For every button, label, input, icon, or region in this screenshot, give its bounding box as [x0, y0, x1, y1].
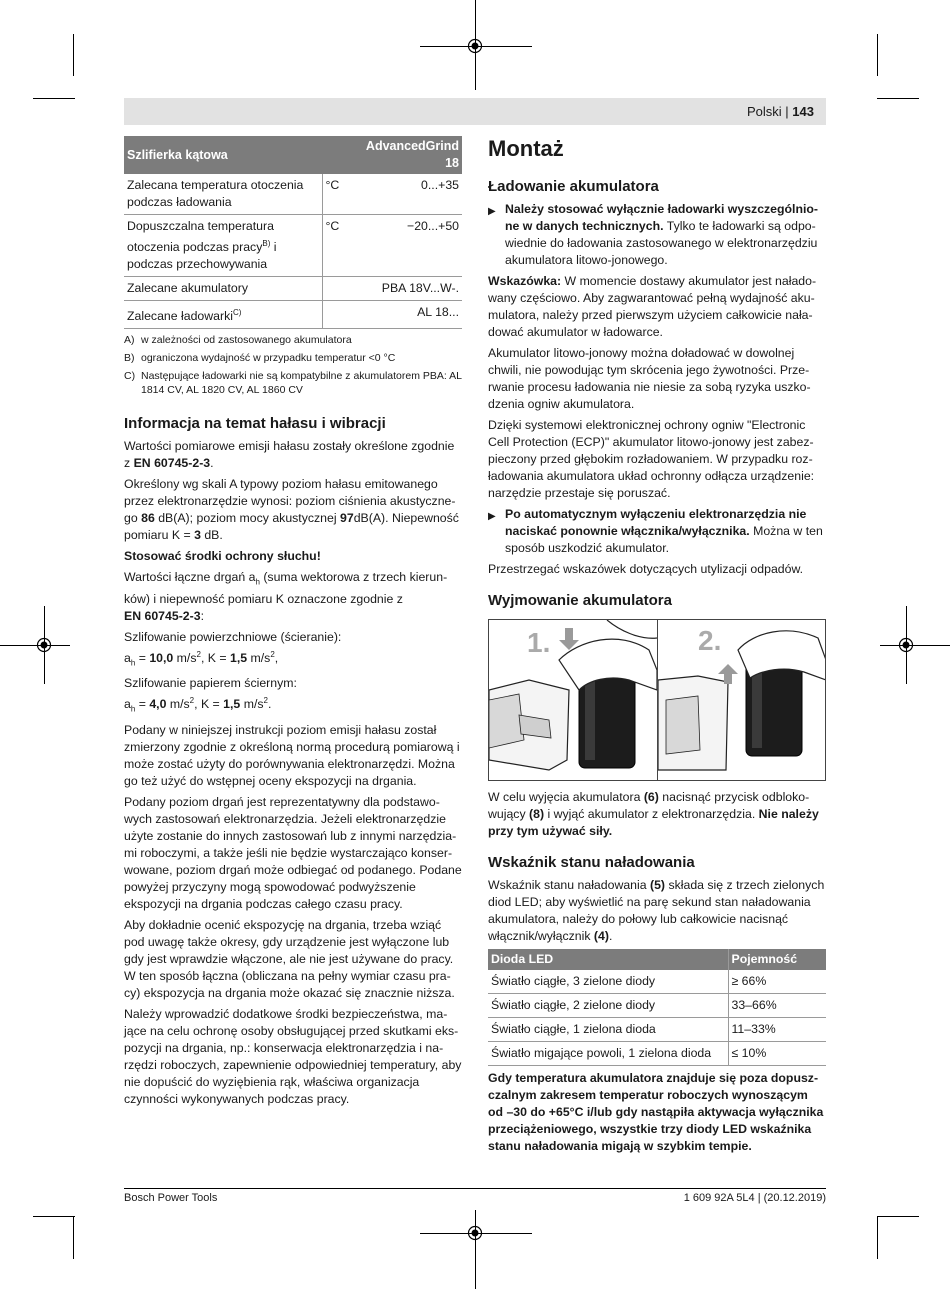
registration-mark-icon [36, 637, 52, 653]
spec-value: −20...+50 [352, 215, 462, 277]
spec-unit [322, 277, 352, 301]
table-row [124, 277, 462, 301]
crop-mark [877, 1217, 878, 1259]
body-paragraph: Dzięki systemowi elektronicznej ochrony ogniw "Electronic Cell Protection (ECP)" akumulator litowo-jonowy jest zabezpieczony przed głębokim rozładowaniem. W przypadku rozładowania akumulatora układ ochronny odłącza urządzenie: narzędzie przestaje się poruszać. [488, 418, 815, 500]
led-state: Światło migające powoli, 1 zielona dioda [488, 1042, 728, 1066]
battery-removal-figure [488, 619, 826, 781]
body-paragraph: Akumulator litowo-jonowy można doładować w dowolnej chwili, nie powodując tym skrócenia jego żywotności. Przerwanie procesu ładowania nie niesie za sobą ryzyka uszkodzenia ogniw akumulatora. [488, 346, 811, 411]
crop-mark [880, 645, 950, 646]
crop-mark [877, 98, 919, 99]
noise-paragraph: Podany w niniejszej instrukcji poziom emisji hałasu został zmierzony zgodnie z określoną normą procedurą pomiarową i może zostać użyty do porównywania elektronarzędzi. Można go też użyć do wstępnej oceny ekspozycji na drgania. [124, 722, 460, 788]
battery-press-illustration [489, 620, 657, 780]
led-state: Światło ciągłe, 2 zielone diody [488, 994, 728, 1018]
capacity-col-header: Pojemność [728, 949, 826, 970]
vibration-sanding: Szlifowanie papierem ściernym: $a_h = 4,0$ $m/s^2$, K = 1,5 $m/s^2$. [124, 676, 297, 714]
noise-paragraph: Wartości pomiarowe emisji hałasu zostały określone zgodnie z EN 60745-2-3. [124, 439, 455, 471]
hearing-protection-warning: Stosować środki ochrony słuchu! [124, 549, 321, 564]
registration-mark-icon [467, 38, 483, 54]
led-table-header [488, 949, 826, 970]
crop-mark [73, 34, 74, 76]
registration-mark-icon [898, 637, 914, 653]
list-item: ▶ Należy stosować wyłącznie ładowarki wyszczególnione w danych technicznych. Tylko te ładowarki są odpowiednie do ładowania zastosowanego w elektronarzędziu akumulatora litowo-jonowego. [488, 202, 819, 267]
section-title: Montaż [488, 136, 564, 161]
spec-value: PBA 18V...W-. [352, 277, 462, 301]
bullet-arrow-icon: ▶ [488, 511, 496, 522]
crop-mark [877, 1216, 919, 1217]
spec-col-header-product: Szlifierka kątowa [124, 136, 352, 174]
table-row [488, 1042, 826, 1066]
spec-table-header [124, 136, 462, 174]
header-separator: | [785, 104, 789, 119]
left-column [124, 136, 462, 1112]
footer-divider [124, 1188, 826, 1189]
spec-col-header-model: AdvancedGrind 18 [352, 136, 462, 174]
noise-heading: Informacja na temat hałasu i wibracji [124, 415, 386, 433]
spec-label: Zalecane akumulatory [124, 277, 322, 301]
crop-mark [73, 1217, 74, 1259]
led-table [488, 949, 826, 1066]
footnotes [124, 333, 462, 397]
crop-mark [0, 645, 70, 646]
capacity-value: 11–33% [728, 1018, 826, 1042]
footer-doc-id: 1 609 92A 5L4 | (20.12.2019) [683, 1192, 826, 1204]
led-state: Światło ciągłe, 1 zielona dioda [488, 1018, 728, 1042]
hint-paragraph: Wskazówka: W momencie dostawy akumulator jest naładowany częściowo. Aby zagwarantować pełną wydajność akumulatora, należy przed pierwszym użyciem całkowicie naładować akumulator w ładowarce. [488, 274, 817, 339]
table-row [488, 994, 826, 1018]
spec-label: Zalecane ładowarki$^{C)}$ [124, 301, 322, 329]
led-state: Światło ciągłe, 3 zielone diody [488, 970, 728, 994]
header-language: Polski [746, 104, 782, 119]
spec-label: Dopuszczalna temperatura otoczenia podczas pracy$^{B)}$ i podczas przechowywania [124, 215, 322, 277]
noise-paragraph: Aby dokładnie ocenić ekspozycję na drgania, trzeba wziąć pod uwagę także okresy, gdy urządzenie jest wyłączone lub gdy jest wprawdzie włączone, ale nie jest używane do pracy. W ten sposób łączna (obliczana na pełny wymiar czasu pracy) ekspozycja na drgania może okazać się znacznie niższa. [124, 917, 455, 1000]
table-row [124, 215, 462, 277]
battery-pull-illustration [658, 620, 825, 780]
temperature-warning: Gdy temperatura akumulatora znajduje się poza dopuszczalnym zakresem temperatur roboczych wynoszącym od –30 do +65°C i/lub gdy nastąpiła aktywacja wyłącznika przeciążeniowego, wszystkie trzy diody LED wskaźnika stanu naładowania migają w szybkim tempie. [488, 1071, 824, 1153]
footnote: B) ograniczona wydajność w przypadku temperatur <0 °C [124, 352, 396, 365]
spec-unit [322, 301, 352, 329]
page-number: 143 [792, 104, 814, 119]
led-col-header: Dioda LED [488, 949, 728, 970]
charging-heading: Ładowanie akumulatora [488, 178, 659, 195]
figure-step-2-label: 2. [698, 625, 722, 656]
figure-step-1 [489, 620, 657, 780]
spec-value: AL 18... [352, 301, 462, 329]
indicator-heading: Wskaźnik stanu naładowania [488, 854, 695, 871]
noise-paragraph: Należy wprowadzić dodatkowe środki bezpieczeństwa, mające na celu ochronę osoby obsługującej przed skutkami ekspozycji na drgania, np.: konserwacja elektronarzędzia i narzędzi roboczych, zapewnienie odpowiedniej temperatury, aby nie dopuścić do wyziębienia rąk, właściwa organizacja czynności wykonywanych podczas pracy. [124, 1006, 462, 1106]
table-row [124, 301, 462, 329]
footnote: C) Następujące ładowarki nie są kompatybilne z akumulatorem PBA: AL 1814 CV, AL 1820 CV, AL 1860 CV [124, 370, 462, 397]
crop-mark [475, 1210, 476, 1289]
removal-paragraph: W celu wyjęcia akumulatora (6) nacisnąć przycisk odblokowujący (8) i wyjąć akumulator z elektronarzędzia. Nie należy przy tym używać siły. [488, 790, 819, 838]
table-row [488, 970, 826, 994]
crop-mark [33, 98, 75, 99]
table-row [488, 1018, 826, 1042]
spec-table [124, 136, 462, 329]
page-header-text [747, 104, 814, 119]
crop-mark [33, 1216, 75, 1217]
right-column [488, 136, 826, 1159]
footnote: A) w zależności od zastosowanego akumulatora [124, 334, 352, 347]
bullet-arrow-icon: ▶ [488, 206, 496, 217]
spec-unit: °C [322, 215, 352, 277]
indicator-paragraph: Wskaźnik stanu naładowania (5) składa się z trzech zielonych diod LED; aby wyświetlić na parę sekund stan naładowania akumulatora, należy do połowy lub całkowicie nacisnąć włącznik/wyłącznik (4). [488, 878, 825, 943]
figure-step-2 [657, 620, 825, 780]
capacity-value: ≤ 10% [728, 1042, 826, 1066]
capacity-value: 33–66% [728, 994, 826, 1018]
table-row [124, 174, 462, 215]
list-item: ▶ Po automatycznym wyłączeniu elektronarzędzia nie naciskać ponownie włącznika/wyłącznika. Można w ten sposób uszkodzić akumulator. [488, 507, 823, 555]
crop-mark [877, 34, 878, 76]
spec-unit: °C [322, 174, 352, 215]
vibration-paragraph: Wartości łączne drgań $a_h$ (suma wektorowa z trzech kierunków) i niepewność pomiaru K oznaczone zgodnie z EN 60745-2-3: [124, 570, 448, 623]
page-header [124, 98, 826, 125]
spec-label: Zalecana temperatura otoczenia podczas ładowania [124, 174, 322, 215]
noise-paragraph: Określony wg skali A typowy poziom hałasu emitowanego przez elektronarzędzie wynosi: poziom ciśnienia akustycznego 86 dB(A); poziom mocy akustycznej 97dB(A). Niepewność pomiaru K = 3 dB. [124, 477, 459, 543]
vibration-surface-grinding: Szlifowanie powierzchniowe (ścieranie): $a_h = 10,0$ $m/s^2$, K = 1,5 $m/s^2$, [124, 629, 342, 668]
noise-paragraph: Podany poziom drgań jest reprezentatywny dla podstawowych zastosowań elektronarzędzia. Jeżeli elektronarzędzie użyte zostanie do innych zastosowań lub z innymi narzędziami roboczymi, a także jeśli nie będzie wystarczająco konserwowane, poziom drgań może odbiegać od podanego. Podane powyżej przyczyny mogą spowodować podwyższenie ekspozycji na drgania podczas całego czasu pracy. [124, 794, 462, 911]
spec-value: 0...+35 [352, 174, 462, 215]
capacity-value: ≥ 66% [728, 970, 826, 994]
footer-brand: Bosch Power Tools [124, 1192, 218, 1204]
registration-mark-icon [467, 1225, 483, 1241]
body-paragraph: Przestrzegać wskazówek dotyczących utylizacji odpadów. [488, 562, 804, 576]
figure-step-1-label: 1. [527, 627, 551, 658]
removal-heading: Wyjmowanie akumulatora [488, 592, 672, 609]
